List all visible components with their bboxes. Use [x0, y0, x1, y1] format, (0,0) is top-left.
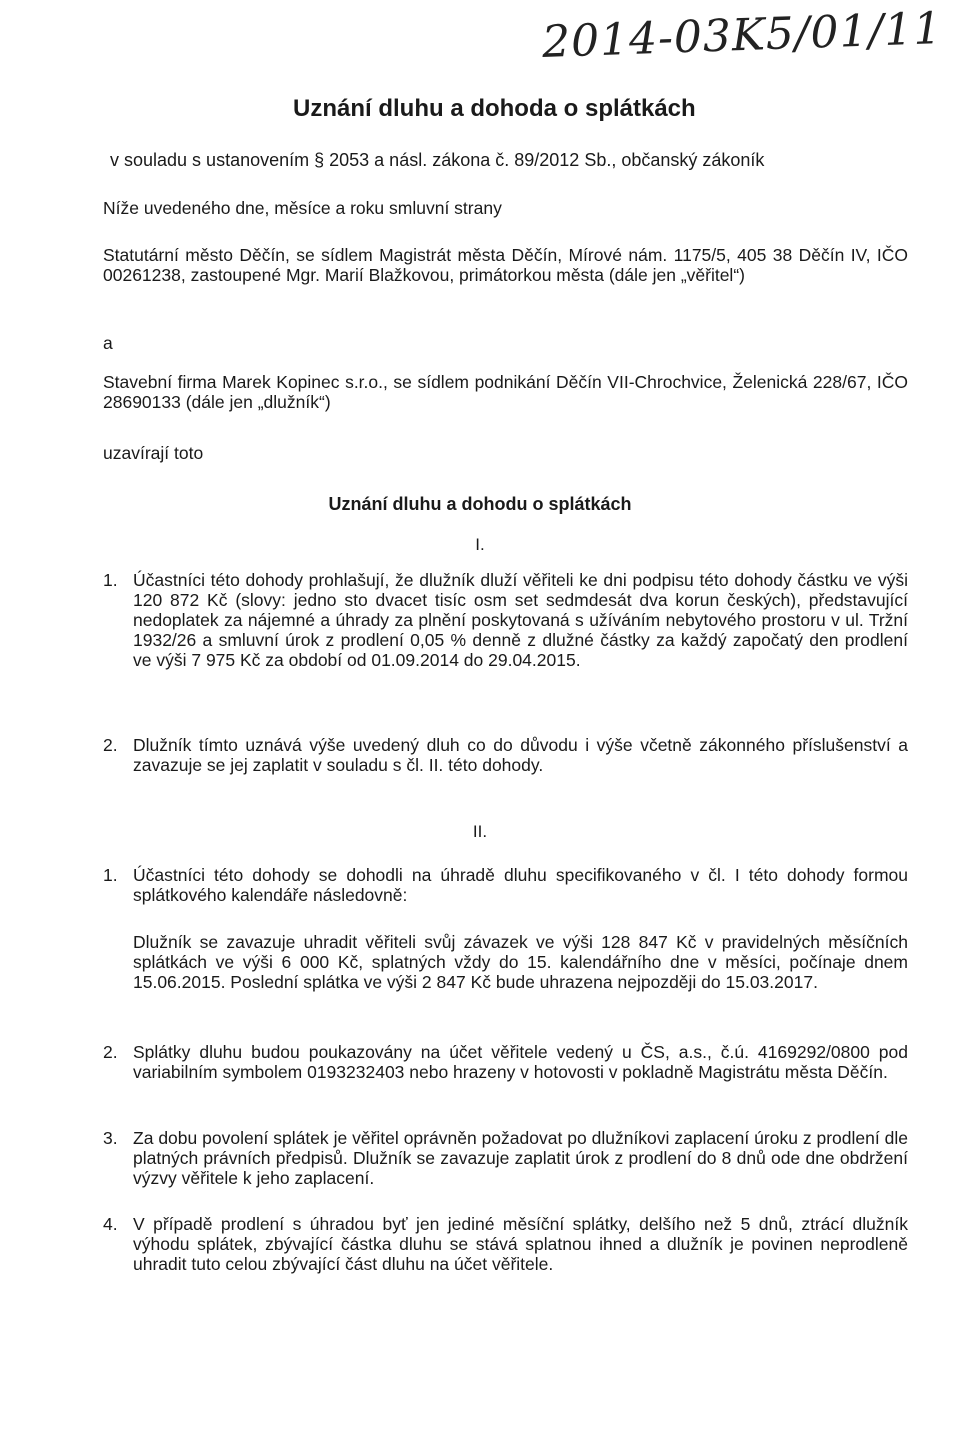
- installment-schedule: Dlužník se zavazuje uhradit věřiteli svůj závazek ve výši 128 847 Kč v pravidelných měsíčních splátkách ve výši 6 000 Kč, splatných vždy do 15. kalendářního dne v měsíci, počínaje dnem 15.06.2015. Poslední splátka ve výši 2 847 Kč bude uhrazena nejpozději do 15.03.2017.: [133, 932, 908, 992]
- section-2-item-4: V případě prodlení s úhradou byť jen jediné měsíční splátky, delšího než 5 dnů, ztrácí dlužník výhodu splátek, zbývající částka dluhu se stává splatnou ihned a dlužník je povinen neprodleně uhradit tuto celou zbývající část dluhu na účet věřitele.: [133, 1214, 908, 1274]
- item-number: 1.: [103, 865, 118, 885]
- item-number: 3.: [103, 1128, 118, 1148]
- document-subtitle: v souladu s ustanovením § 2053 a násl. zákona č. 89/2012 Sb., občanský zákoník: [110, 150, 765, 170]
- intro-text: Níže uvedeného dne, měsíce a roku smluvní strany: [103, 198, 502, 218]
- section-2-item-3: Za dobu povolení splátek je věřitel oprávněn požadovat po dlužníkovi zaplacení úroku z prodlení dle platných právních předpisů. Dlužník se zavazuje zaplatit úrok z prodlení do 8 dnů ode dne obdržení výzvy věřitele k jeho zaplacení.: [133, 1128, 908, 1188]
- section-numeral-1: I.: [475, 535, 485, 554]
- item-number: 1.: [103, 570, 118, 590]
- handwritten-reference: 2014-03K5/01/11: [540, 3, 943, 68]
- conjunction-text: a: [103, 333, 113, 353]
- agreement-heading: Uznání dluhu a dohodu o splátkách: [328, 494, 632, 514]
- creditor-paragraph: Statutární město Děčín, se sídlem Magistrát města Děčín, Mírové nám. 1175/5, 405 38 Děčín IV, IČO 00261238, zastoupené Mgr. Marií Blažkovou, primátorkou města (dále jen „věřitel“): [103, 245, 908, 285]
- section-2-item-1: Účastníci této dohody se dohodli na úhradě dluhu specifikovaného v čl. I této dohody formou splátkového kalendáře následovně:: [133, 865, 908, 905]
- debtor-paragraph: Stavební firma Marek Kopinec s.r.o., se sídlem podnikání Děčín VII-Chrochvice, Želenická 228/67, IČO 28690133 (dále jen „dlužník“): [103, 372, 908, 412]
- section-1-item-1: Účastníci této dohody prohlašují, že dlužník dluží věřiteli ke dni podpisu této dohody částku ve výši 120 872 Kč (slovy: jedno sto dvacet tisíc osm set sedmdesát dva korun českých), představující nedoplatek za nájemné a úhrady za plnění poskytovaná s užíváním nebytového prostoru v ul. Tržní 1932/26 a smluvní úrok z prodlení 0,05 % denně z dlužné částky za každý započatý den prodlení ve výši 7 975 Kč za období od 01.09.2014 do 29.04.2015.: [133, 570, 908, 670]
- item-number: 2.: [103, 1042, 118, 1062]
- conclude-text: uzavírají toto: [103, 443, 204, 463]
- section-1-item-2: Dlužník tímto uznává výše uvedený dluh co do důvodu i výše včetně zákonného příslušenství a zavazuje se jej zaplatit v souladu s čl. II. této dohody.: [133, 735, 908, 775]
- section-numeral-2: II.: [472, 822, 488, 841]
- document-title: Uznání dluhu a dohoda o splátkách: [293, 95, 696, 122]
- item-number: 2.: [103, 735, 118, 755]
- item-number: 4.: [103, 1214, 118, 1234]
- section-2-item-2: Splátky dluhu budou poukazovány na účet věřitele vedený u ČS, a.s., č.ú. 4169292/0800 pod variabilním symbolem 0193232403 nebo hrazeny v hotovosti v pokladně Magistrátu města Děčín.: [133, 1042, 908, 1082]
